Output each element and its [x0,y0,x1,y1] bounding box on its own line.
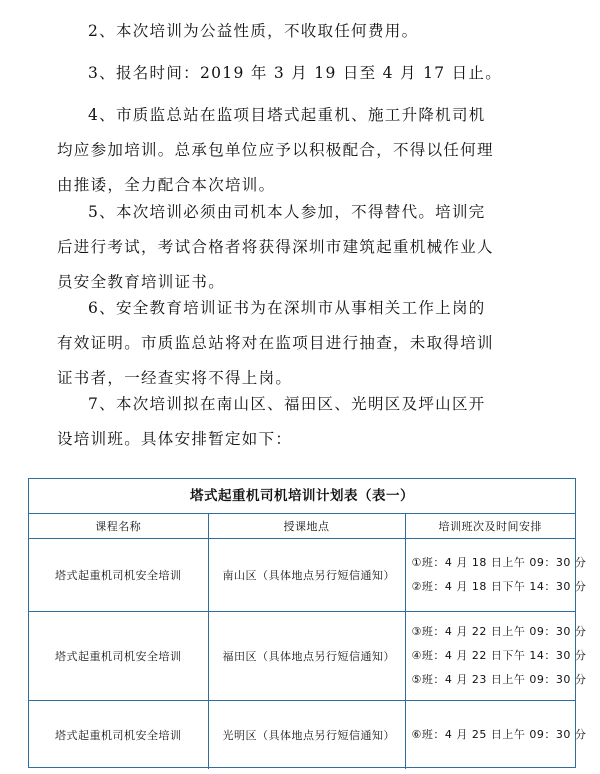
paragraph-line: 均应参加培训。总承包单位应予以积极配合，不得以任何理 [57,141,494,159]
table-title: 塔式起重机司机培训计划表（表一） [190,488,414,504]
paragraph-line: 5、本次培训必须由司机本人参加，不得替代。培训完 [88,203,486,221]
paragraph-line: 证书者，一经查实将不得上岗。 [57,369,293,387]
session-line: ③班：4 月 22 日上午 09：30 分 [411,625,587,638]
course-cell: 塔式起重机司机安全培训 [29,539,208,612]
paragraph-line: 3、报名时间：2019 年 3 月 19 日至 4 月 17 日止。 [88,64,503,82]
paragraph-fee [57,14,527,49]
paragraph-line: 4、市质监总站在监项目塔式起重机、施工升降机司机 [88,106,486,124]
paragraph-line: 有效证明。市质监总站将对在监项目进行抽查，未取得培训 [57,334,494,352]
column-header-course: 课程名称 [29,514,208,539]
table-header-row [29,514,575,539]
training-schedule-table [28,478,587,768]
paragraph-districts [57,387,527,457]
course-cell: 塔式起重机司机安全培训 [29,612,208,701]
session-line: ④班：4 月 22 日下午 14：30 分 [411,649,587,662]
session-line: ⑤班：4 月 23 日上午 09：30 分 [411,673,587,686]
session-line: ①班：4 月 18 日上午 09：30 分 [411,556,587,569]
session-line: ②班：4 月 18 日下午 14：30 分 [411,580,587,593]
sessions-cell [405,701,587,770]
session-line: ⑥班：4 月 25 日上午 09：30 分 [411,728,587,741]
paragraph-line: 员安全教育培训证书。 [57,273,226,291]
paragraph-line: 设培训班。具体安排暂定如下： [57,430,293,448]
table-row [29,701,575,770]
schedule-grid [29,513,587,769]
paragraph-line: 6、安全教育培训证书为在深圳市从事相关工作上岗的 [88,299,486,317]
table-row [29,539,575,612]
paragraph-line: 7、本次培训拟在南山区、福田区、光明区及坪山区开 [88,395,486,413]
paragraph-line: 2、本次培训为公益性质，不收取任何费用。 [88,22,419,40]
paragraph-exam [57,195,527,300]
paragraph-line: 后进行考试，考试合格者将获得深圳市建筑起重机械作业人 [57,238,494,256]
column-header-sessions: 培训班次及时间安排 [405,514,575,539]
table-row [29,612,575,701]
column-header-location: 授课地点 [208,514,405,539]
location-cell: 光明区（具体地点另行短信通知） [208,701,405,770]
paragraph-participation [57,98,527,203]
sessions-cell [405,612,587,701]
course-cell: 塔式起重机司机安全培训 [29,701,208,770]
paragraph-registration-time [57,56,527,91]
paragraph-line: 由推诿，全力配合本次培训。 [57,176,276,194]
location-cell: 福田区（具体地点另行短信通知） [208,612,405,701]
location-cell: 南山区（具体地点另行短信通知） [208,539,405,612]
paragraph-certificate [57,291,527,396]
sessions-cell [405,539,587,612]
